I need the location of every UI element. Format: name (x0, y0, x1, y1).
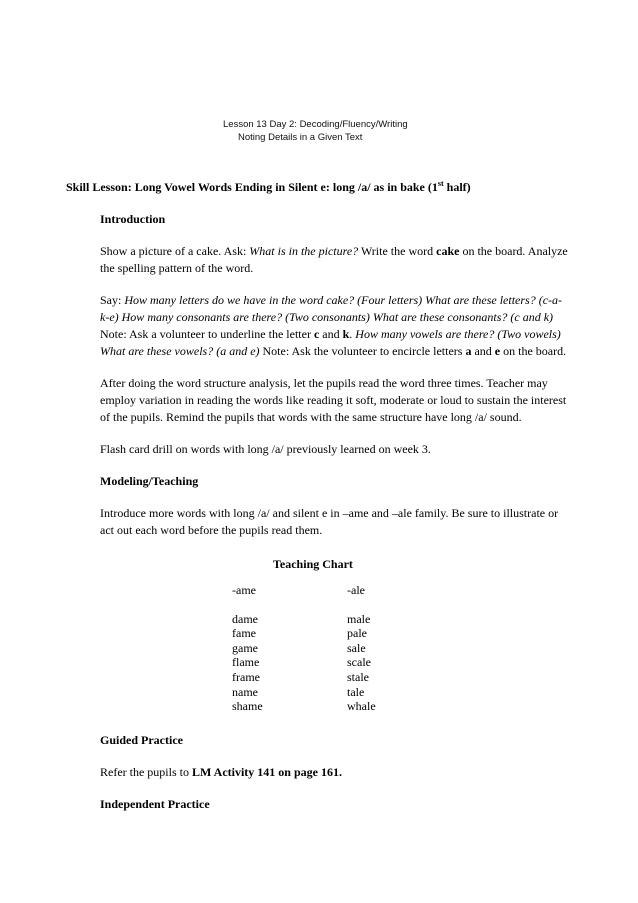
chart-word-ame: name (232, 684, 258, 699)
bold-activity-reference: LM Activity 141 on page 161. (191, 764, 342, 779)
teaching-chart-row (232, 670, 376, 685)
teaching-chart-row (232, 699, 376, 714)
skill-lesson-title (66, 179, 566, 196)
teaching-chart-title: Teaching Chart (273, 557, 353, 571)
chart-header-ale: -ale (347, 583, 365, 597)
text-run: . (349, 327, 356, 341)
guided-practice-heading: Guided Practice (100, 732, 183, 747)
chart-word-ale: tale (347, 684, 365, 699)
introduction-paragraph-3: After doing the word structure analysis, let the pupils read the word three times. Teacher may employ variation in reading the words like reading it soft, moderate or loud to sustain the interest of the pupils. Remind the pupils that words with the same structure have long /a/ sound. (100, 376, 567, 424)
text-run: and (319, 327, 343, 341)
lesson-header-line-2: Noting Details in a Given Text (238, 132, 363, 143)
lesson-content (66, 179, 566, 813)
modeling-paragraph: Introduce more words with long /a/ and silent e in –ame and –ale family. Be sure to illustrate or act out each word before the pupils read them. (100, 506, 559, 537)
teaching-chart-table (232, 583, 376, 714)
chart-header-ame: -ame (232, 583, 256, 597)
text-run: Say: (100, 293, 125, 307)
teaching-chart-row (232, 685, 376, 700)
chart-word-ame: dame (232, 611, 258, 626)
bold-word: cake (436, 244, 460, 258)
teaching-chart-row (232, 626, 376, 641)
introduction-heading: Introduction (100, 212, 166, 226)
chart-word-ame: flame (232, 655, 260, 670)
bold-letter: c (313, 327, 320, 341)
text-run: on the board. Analyze the spelling pattern of the word. (100, 244, 568, 275)
bold-letter: e (494, 344, 501, 358)
teaching-chart-row (232, 641, 376, 656)
skill-title-text: Skill Lesson: Long Vowel Words Ending in Silent e: long /a/ as in bake (1 (66, 180, 438, 194)
text-run: Note: Ask a volunteer to underline the letter (100, 327, 314, 341)
introduction-paragraph-1 (100, 243, 570, 277)
text-run: Note: Ask the volunteer to encircle letters (259, 344, 466, 358)
chart-word-ame: game (232, 640, 258, 655)
introduction-paragraph-2 (100, 292, 570, 360)
teaching-chart-header-row (232, 583, 376, 612)
chart-word-ame: fame (232, 626, 256, 641)
chart-word-ame: frame (232, 669, 260, 684)
italic-question: What is in the picture? (249, 244, 359, 258)
guided-practice-paragraph (100, 764, 570, 781)
text-run: Refer the pupils to (100, 764, 192, 779)
lesson-header-line-1: Lesson 13 Day 2: Decoding/Fluency/Writing (223, 119, 408, 130)
italic-questions: How many letters do we have in the word cake? (Four letters) What are these letters? (c-a-k-e) How many consonants are there? (Two consonants) What are these consonants? (c and k) (100, 293, 563, 324)
independent-practice-heading: Independent Practice (100, 796, 210, 811)
text-run: on the board. (500, 344, 567, 358)
chart-word-ale: male (347, 611, 371, 626)
chart-word-ale: sale (347, 640, 366, 655)
italic-questions: How many vowels are there? (Two vowels) What are these vowels? (a and e) (100, 327, 561, 358)
chart-word-ale: pale (347, 626, 367, 641)
chart-word-ale: scale (347, 655, 371, 670)
text-run: Write the word (358, 244, 437, 258)
text-run: Show a picture of a cake. Ask: (100, 244, 250, 258)
teaching-chart-row (232, 655, 376, 670)
lesson-body (100, 211, 570, 813)
chart-word-ame: shame (232, 699, 263, 714)
chart-word-ale: stale (347, 669, 369, 684)
skill-title-superscript: st (437, 179, 444, 188)
teaching-chart-row (232, 612, 376, 627)
chart-word-ale: whale (347, 699, 376, 714)
bold-letter: k (342, 327, 350, 341)
text-run: and (471, 344, 495, 358)
skill-title-end: half) (443, 180, 471, 194)
bold-letter: a (465, 344, 472, 358)
introduction-paragraph-4: Flash card drill on words with long /a/ previously learned on week 3. (100, 442, 431, 456)
modeling-heading: Modeling/Teaching (100, 474, 199, 488)
